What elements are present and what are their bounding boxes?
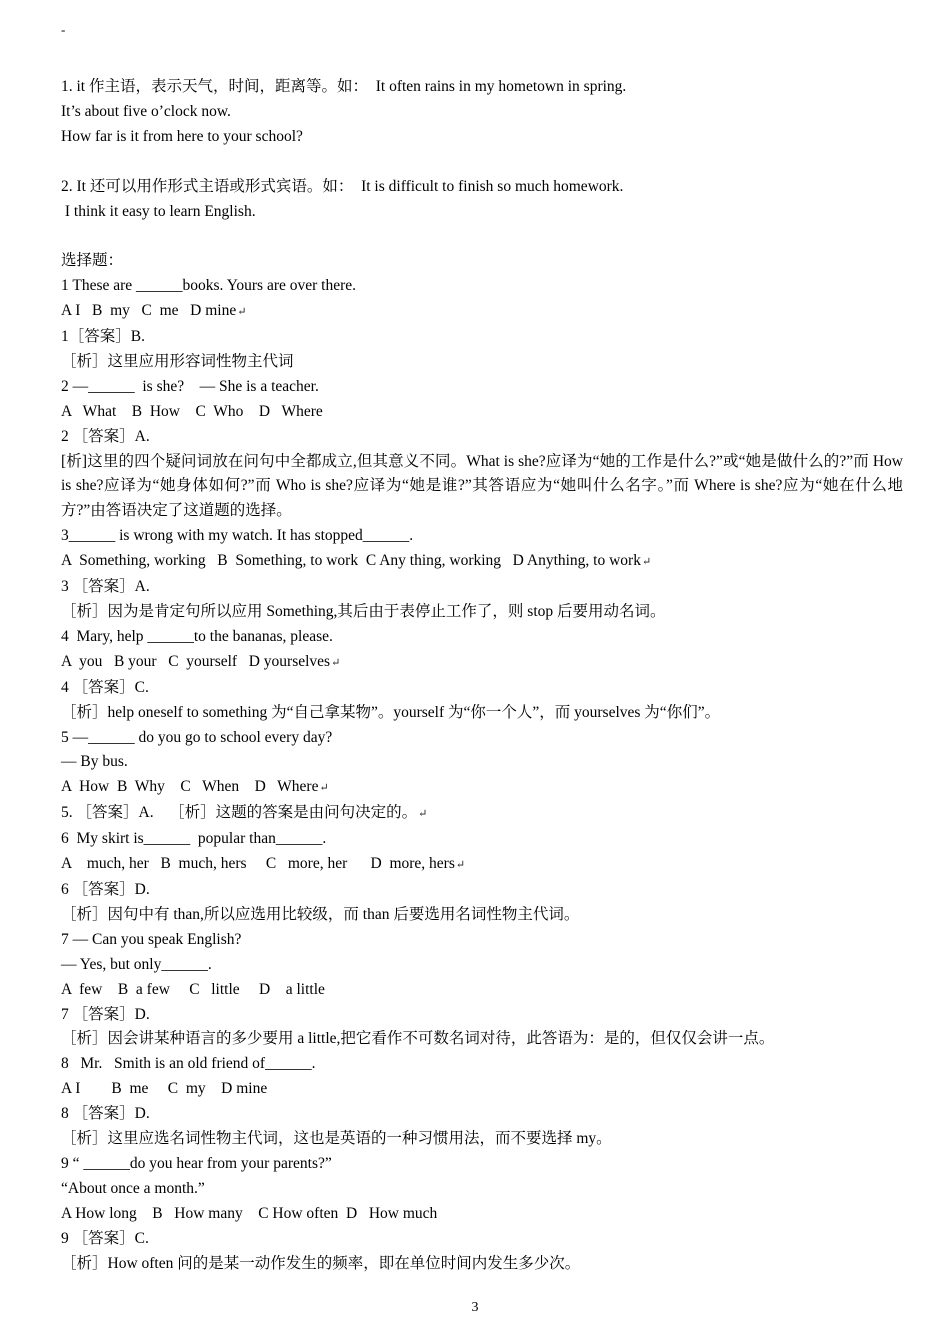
- intro-paragraph-2: [61, 175, 903, 225]
- question-options: [61, 549, 903, 575]
- question-options: A I B me C my D mine: [61, 1080, 268, 1098]
- text-line: How far is it from here to your school?: [61, 127, 303, 145]
- question-stem: 7 — Can you speak English?: [61, 930, 242, 948]
- paragraph-mark-icon: ↵: [418, 808, 428, 821]
- paragraph-gap: [61, 150, 903, 175]
- paragraph-mark-icon: ↵: [455, 859, 466, 872]
- text-line: It’s about five o’clock now.: [61, 102, 231, 120]
- question-stem: 9 “ ______do you hear from your parents?”: [61, 1154, 332, 1172]
- question-options: [61, 650, 903, 676]
- question-options: [61, 299, 903, 325]
- question-6: [61, 827, 903, 928]
- question-options: A How long B How many C How often D How much: [61, 1204, 438, 1222]
- question-5: [61, 726, 903, 828]
- page-content: [61, 75, 903, 1276]
- question-stem: — By bus.: [61, 753, 128, 771]
- answer-text: 5. ［答案］A. ［析］这题的答案是由问句决定的。: [61, 804, 418, 822]
- question-1: [61, 274, 903, 375]
- question-8: [61, 1052, 903, 1152]
- text-line: I think it easy to learn English.: [61, 202, 256, 220]
- options-text: A Something, working B Something, to work C Any thing, working D Anything, to work: [61, 552, 641, 570]
- question-3: [61, 524, 903, 625]
- options-text: A I B my C me D mine: [61, 302, 237, 320]
- question-7: [61, 928, 903, 1053]
- paragraph-mark-icon: ↵: [237, 306, 247, 319]
- options-text: A much, her B much, hers C more, her D more, hers: [61, 855, 455, 873]
- question-stem: 4 Mary, help ______to the bananas, please.: [61, 627, 333, 645]
- answer-line: 6 ［答案］D.: [61, 880, 150, 898]
- answer-line: 8 ［答案］D.: [61, 1105, 150, 1123]
- question-4: [61, 625, 903, 726]
- options-text: A How B Why C When D Where: [61, 778, 319, 796]
- question-stem: — Yes, but only______.: [61, 955, 212, 973]
- analysis-line: ［析］help oneself to something 为“自己拿某物”。yourself 为“你一个人”，而 yourselves 为“你们”。: [61, 703, 721, 721]
- question-stem: 6 My skirt is______ popular than______.: [61, 830, 327, 848]
- answer-line: 4 ［答案］C.: [61, 678, 149, 696]
- paragraph-mark-icon: ↵: [641, 556, 652, 569]
- analysis-line: ［析］How often 问的是某一动作发生的频率，即在单位时间内发生多少次。: [61, 1254, 581, 1272]
- analysis-line: ［析］因为是肯定句所以应用 Something,其后由于表停止工作了，则 stop 后要用动名词。: [61, 603, 666, 620]
- answer-line: 1［答案］B.: [61, 328, 145, 346]
- question-9: [61, 1152, 903, 1277]
- answer-line: 9 ［答案］C.: [61, 1229, 149, 1247]
- answer-line: 3 ［答案］A.: [61, 578, 150, 596]
- question-stem: 3______ is wrong with my watch. It has stopped______.: [61, 527, 414, 545]
- paragraph-mark-icon: ↵: [319, 782, 329, 795]
- section-title: 选择题：: [61, 252, 124, 270]
- answer-line: 7 ［答案］D.: [61, 1005, 150, 1023]
- question-options: A What B How C Who D Where: [61, 402, 323, 420]
- analysis-line: ［析］因句中有 than,所以应选用比较级，而 than 后要选用名词性物主代词。: [61, 905, 580, 923]
- paragraph-gap: [61, 224, 903, 249]
- header-mark: -: [61, 22, 66, 37]
- question-stem: 1 These are ______books. Yours are over there.: [61, 277, 357, 295]
- question-stem: 5 —______ do you go to school every day?: [61, 728, 333, 746]
- answer-line: 2 ［答案］A.: [61, 427, 150, 445]
- answer-line: [61, 801, 903, 827]
- question-stem: 2 —______ is she? — She is a teacher.: [61, 377, 319, 395]
- options-text: A you B your C yourself D yourselves: [61, 652, 331, 670]
- question-stem: 8 Mr. Smith is an old friend of______.: [61, 1055, 316, 1073]
- question-options: [61, 775, 903, 801]
- intro-paragraph-1: [61, 75, 903, 150]
- paragraph-mark-icon: ↵: [331, 656, 341, 669]
- analysis-line: ［析］这里应选名词性物主代词，这也是英语的一种习惯用法，而不要选择 my。: [61, 1130, 612, 1148]
- page-number: 3: [471, 1300, 479, 1315]
- analysis-paragraph: [析]这里的四个疑问词放在问句中全都成立,但其意义不同。What is she?应译为“她的工作是什么?”或“她是做什么的?”而 How is she?应译为“她身体如何?”而 Who is she?应译为“她是谁?”其答语应为“她叫什么名字。”而 Where is she?应为“她在什么地方?”由答语决定了这道题的选择。: [61, 452, 903, 520]
- question-2: [61, 375, 903, 524]
- question-options: [61, 852, 903, 878]
- analysis-line: ［析］这里应用形容词性物主代词: [61, 352, 294, 370]
- question-stem: “About once a month.”: [61, 1179, 205, 1197]
- text-line: 1. it 作主语，表示天气，时间，距离等。如： It often rains in my hometown in spring.: [61, 78, 627, 95]
- analysis-line: ［析］因会讲某种语言的多少要用 a little,把它看作不可数名词对待，此答语为：是的，但仅仅会讲一点。: [61, 1030, 775, 1048]
- text-line: 2. It 还可以用作形式主语或形式宾语。如： It is difficult to finish so much homework.: [61, 177, 624, 195]
- question-options: A few B a few C little D a little: [61, 980, 325, 998]
